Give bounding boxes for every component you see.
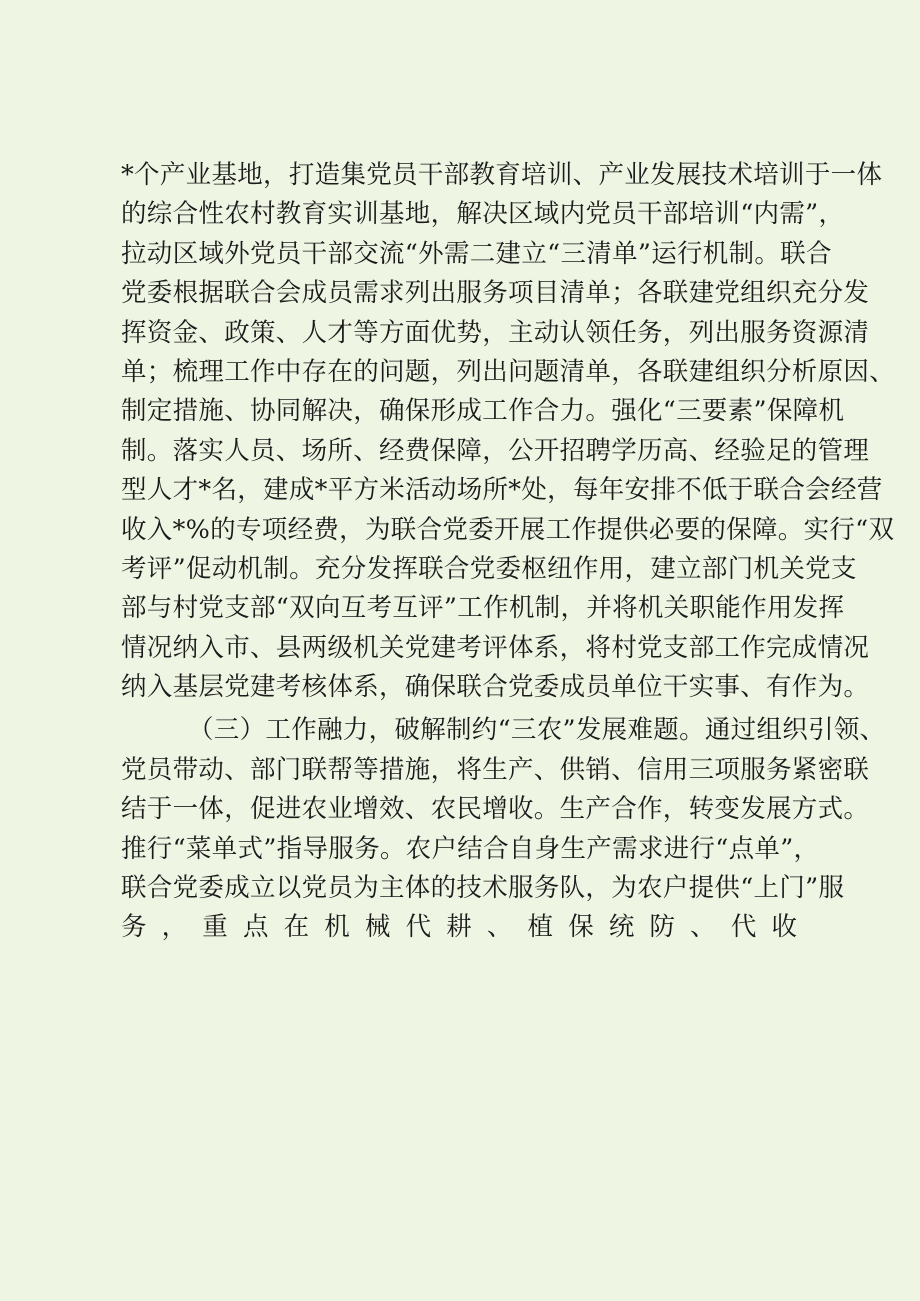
paragraph-line: 挥资金、政策、人才等方面优势，主动认领任务，列出服务资源清	[121, 317, 870, 348]
paragraph-line: 部与村党支部“双向互考互评”工作机制，并将机关职能作用发挥	[121, 593, 845, 624]
document-body	[121, 156, 896, 948]
paragraph-2	[121, 711, 886, 947]
paragraph-line: 单；梳理工作中存在的问题，列出问题清单，各联建组织分析原因、	[121, 356, 896, 387]
paragraph-1	[121, 156, 896, 707]
paragraph-line: 制。落实人员、场所、经费保障，公开招聘学历高、经验足的管理	[121, 435, 870, 466]
paragraph-line: 结于一体，促进农业增效、农民增收。生产合作，转变发展方式。	[121, 794, 870, 825]
paragraph-line: 收入*%的专项经费，为联合党委开展工作提供必要的保障。实行“双	[121, 514, 895, 545]
paragraph-line: 联合党委成立以党员为主体的技术服务队，为农户提供“上门”服	[121, 873, 845, 904]
paragraph-line: 党员带动、部门联帮等措施，将生产、供销、信用三项服务紧密联	[121, 754, 870, 785]
paragraph-line: 纳入基层党建考核体系，确保联合党委成员单位干实事、有作为。	[121, 672, 870, 703]
paragraph-line: 的综合性农村教育实训基地，解决区域内党员干部培训“内需”，	[121, 199, 845, 230]
paragraph-line: 拉动区域外党员干部交流“外需二建立“三清单”运行机制。联合	[121, 238, 832, 269]
paragraph-line: 务，重点在机械代耕、植保统防、代收	[121, 912, 811, 943]
paragraph-line: 情况纳入市、县两级机关党建考评体系，将村党支部工作完成情况	[121, 632, 870, 663]
paragraph-heading-line: （三）工作融力，破解制约“三农”发展难题。通过组织引领、	[188, 715, 886, 746]
paragraph-line: 党委根据联合会成员需求列出服务项目清单；各联建党组织充分发	[121, 278, 870, 309]
paragraph-line: 制定措施、协同解决，确保形成工作合力。强化“三要素”保障机	[121, 396, 845, 427]
paragraph-line: 推行“菜单式”指导服务。农户结合自身生产需求进行“点单”，	[121, 833, 820, 864]
paragraph-line: *个产业基地，打造集党员干部教育培训、产业发展技术培训于一体	[121, 160, 883, 190]
paragraph-line: 型人才*名，建成*平方米活动场所*处，每年安排不低于联合会经营	[121, 475, 883, 506]
paragraph-line: 考评”促动机制。充分发挥联合党委枢纽作用，建立部门机关党支	[121, 553, 857, 584]
